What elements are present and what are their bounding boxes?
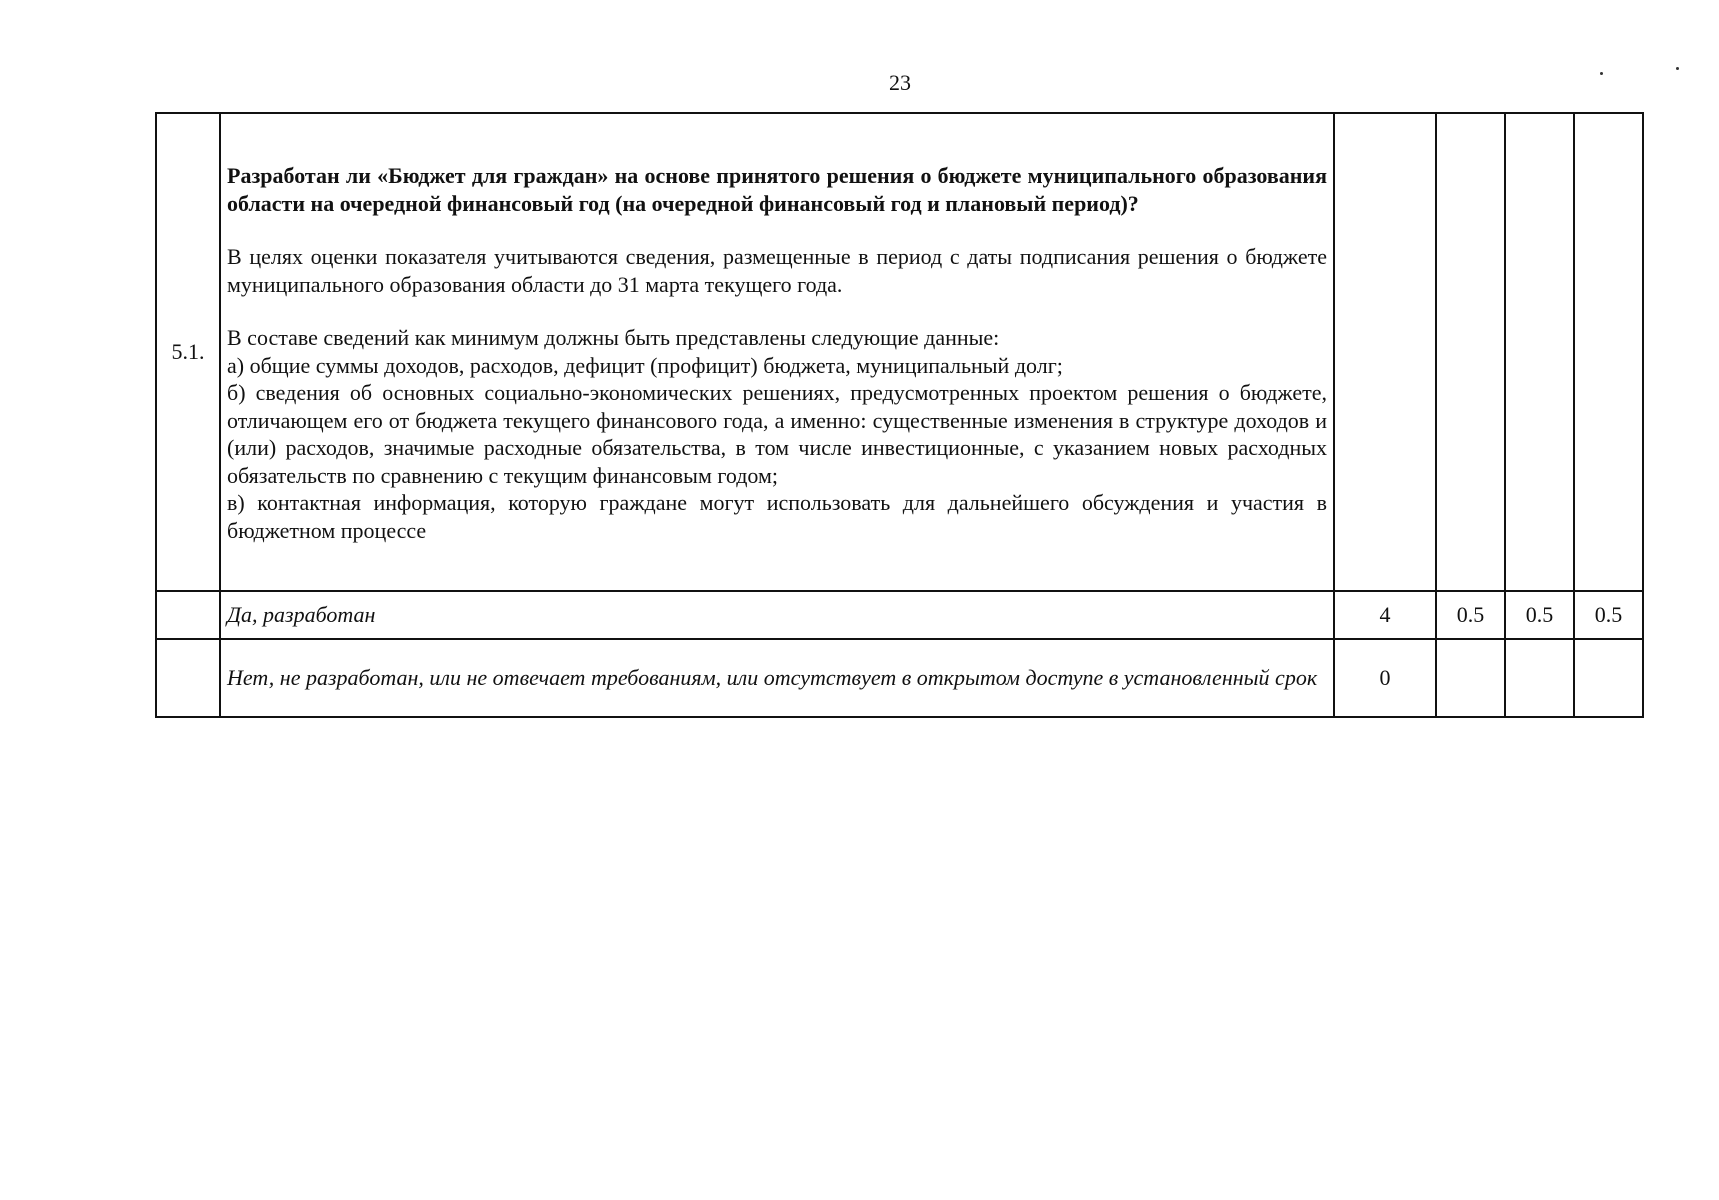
- coef-cell-empty: [1574, 113, 1643, 591]
- option-coef-3: [1574, 639, 1643, 717]
- criterion-description: [220, 113, 1334, 591]
- option-coef-1: [1436, 639, 1505, 717]
- option-number-empty: [156, 639, 220, 717]
- score-cell-empty: [1334, 113, 1436, 591]
- table-row-option-no: [156, 639, 1643, 717]
- option-score: 4: [1334, 591, 1436, 639]
- option-score: 0: [1334, 639, 1436, 717]
- requirement-b: б) сведения об основных социально-экономических решениях, предусмотренных проектом решения о бюджете, отличающем его от бюджета текущего финансового года, а именно: существенные изменения в структуре доходов и (или) расходов, значимые расходные обязательства, в том числе инвестиционные, с указанием новых расходных обязательств по сравнению с текущим финансовым годом;: [227, 380, 1327, 488]
- option-coef-2: [1505, 639, 1574, 717]
- table-row-criterion: [156, 113, 1643, 591]
- criterion-note: В целях оценки показателя учитываются сведения, размещенные в период с даты подписания решения о бюджете муниципального образования области до 31 марта текущего года.: [227, 244, 1327, 297]
- requirement-c: в) контактная информация, которую граждане могут использовать для дальнейшего обсуждения и участия в бюджетном процессе: [227, 490, 1327, 543]
- table-row-option-yes: [156, 591, 1643, 639]
- criterion-question: Разработан ли «Бюджет для граждан» на основе принятого решения о бюджете муниципального образования области на очередной финансовый год (на очередной финансовый год и плановый период)?: [227, 163, 1327, 216]
- option-coef-2: 0.5: [1505, 591, 1574, 639]
- scan-speck: [1676, 67, 1679, 70]
- requirements-intro: В составе сведений как минимум должны быть представлены следующие данные:: [227, 325, 1000, 350]
- requirement-a: а) общие суммы доходов, расходов, дефицит (профицит) бюджета, муниципальный долг;: [227, 352, 1063, 378]
- criterion-number: 5.1.: [156, 113, 220, 591]
- coef-cell-empty: [1505, 113, 1574, 591]
- option-label: Да, разработан: [220, 591, 1334, 639]
- scan-speck: [1600, 72, 1603, 75]
- page-number: 23: [889, 70, 911, 95]
- criteria-table: [155, 112, 1644, 718]
- option-coef-3: 0.5: [1574, 591, 1643, 639]
- option-number-empty: [156, 591, 220, 639]
- criterion-requirements: [227, 324, 1327, 544]
- option-label: Нет, не разработан, или не отвечает требованиям, или отсутствует в открытом доступе в установленный срок: [220, 639, 1334, 717]
- option-coef-1: 0.5: [1436, 591, 1505, 639]
- coef-cell-empty: [1436, 113, 1505, 591]
